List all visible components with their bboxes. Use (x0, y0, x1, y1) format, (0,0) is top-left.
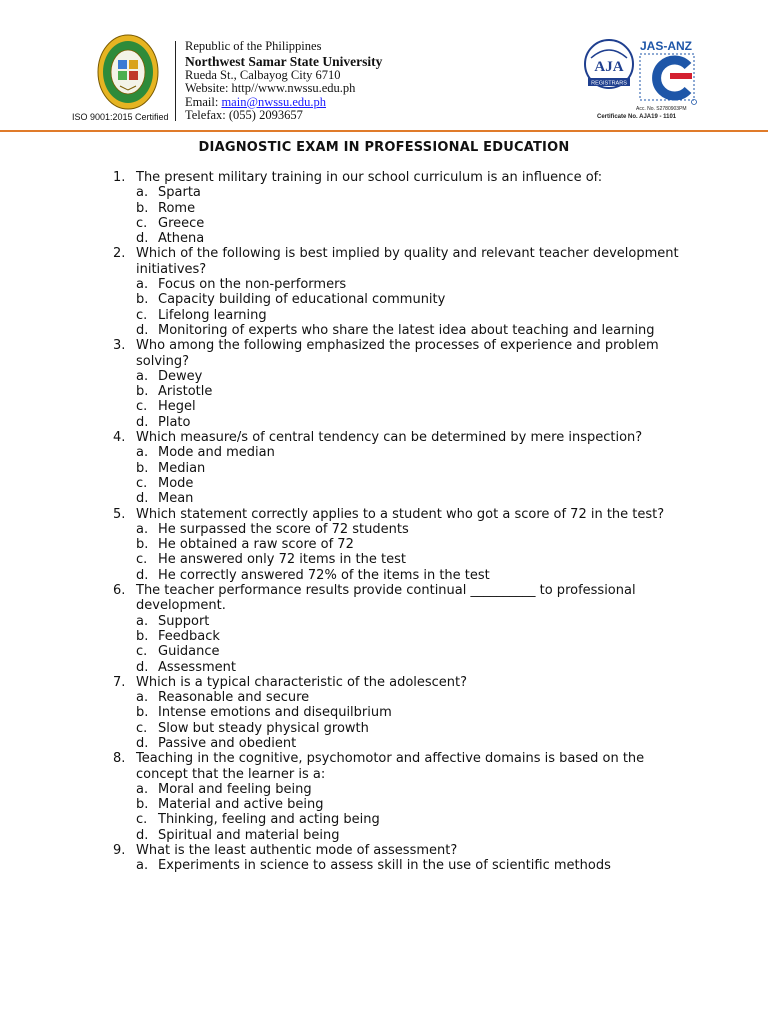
question-item (113, 583, 683, 614)
question-item (113, 170, 683, 185)
answer-option-row (113, 705, 683, 720)
question-number: 9. (113, 843, 126, 859)
answer-option (136, 629, 683, 644)
option-letter: d. (136, 491, 149, 507)
option-letter: b. (136, 628, 149, 644)
answer-option (136, 399, 683, 414)
option-letter: d. (136, 827, 149, 843)
answer-option (136, 308, 683, 323)
answer-option-row (113, 461, 683, 476)
answer-option (136, 690, 683, 705)
telefax-line: Telefax: (055) 2093657 (185, 108, 303, 122)
option-letter: b. (136, 537, 149, 553)
option-letter: a. (136, 781, 149, 797)
option-letter: c. (136, 475, 148, 491)
answer-option (136, 277, 683, 292)
answer-option (136, 782, 683, 797)
republic-line: Republic of the Philippines (185, 39, 322, 53)
university-address-block (185, 40, 382, 123)
answer-option (136, 736, 683, 751)
option-text: Athena (158, 231, 205, 247)
question-item (113, 507, 683, 522)
question-number: 3. (113, 338, 126, 354)
answer-option-row (113, 292, 683, 307)
question-number: 8. (113, 751, 126, 767)
answer-option-row (113, 858, 683, 873)
option-letter: d. (136, 567, 149, 583)
answer-option-row (113, 614, 683, 629)
answer-option (136, 812, 683, 827)
answer-option-row (113, 201, 683, 216)
question-number: 1. (113, 170, 126, 185)
option-letter: b. (136, 460, 149, 476)
option-text: Mode (158, 475, 194, 491)
option-text: Passive and obedient (158, 735, 297, 751)
option-text: Mean (158, 491, 194, 507)
answer-option (136, 522, 683, 537)
option-letter: d. (136, 414, 149, 430)
answer-option-row (113, 690, 683, 705)
answer-option-row (113, 399, 683, 414)
header-divider (175, 41, 176, 121)
question-item (113, 843, 683, 858)
option-letter: d. (136, 659, 149, 675)
answer-option (136, 721, 683, 736)
answer-option-row (113, 384, 683, 399)
answer-option (136, 660, 683, 675)
question-text: The present military training in our school curriculum is an influence of: (136, 170, 603, 185)
aja-logo-text: AJA (594, 59, 624, 75)
option-text: Capacity building of educational community (158, 292, 446, 308)
answer-option (136, 568, 683, 583)
option-text: He obtained a raw score of 72 (158, 537, 354, 553)
answer-option-row (113, 721, 683, 736)
question-number: 7. (113, 674, 126, 690)
question-text: What is the least authentic mode of assessment? (136, 843, 458, 859)
answer-option (136, 369, 683, 384)
answer-option (136, 201, 683, 216)
option-text: Experiments in science to assess skill in the use of scientific methods (158, 858, 611, 874)
email-link[interactable]: main@nwssu.edu.ph (221, 94, 327, 109)
answer-option (136, 537, 683, 552)
option-text: Median (158, 460, 206, 476)
question-text: Which statement correctly applies to a student who got a score of 72 in the test? (136, 506, 665, 522)
street-address: Rueda St., Calbayog City 6710 (185, 67, 341, 82)
question-number: 6. (113, 583, 126, 599)
answer-option (136, 858, 683, 873)
answer-option-row (113, 644, 683, 659)
option-letter: b. (136, 384, 149, 400)
question-text: Which measure/s of central tendency can be determined by mere inspection? (136, 430, 643, 446)
question-text: Who among the following emphasized the processes of experience and problem solving? (136, 338, 659, 369)
answer-option-row (113, 736, 683, 751)
question-text: Which of the following is best implied by quality and relevant teacher development initiatives? (136, 246, 679, 277)
iso-certification-label: ISO 9001:2015 Certified (72, 112, 169, 122)
answer-option-row (113, 782, 683, 797)
answer-option (136, 185, 683, 200)
answer-option (136, 292, 683, 307)
option-text: Slow but steady physical growth (158, 720, 369, 736)
option-letter: a. (136, 445, 149, 461)
email-label: Email: (185, 94, 222, 109)
answer-option-row (113, 568, 683, 583)
header-rule (0, 130, 768, 132)
option-text: Monitoring of experts who share the latest idea about teaching and learning (158, 322, 655, 338)
answer-option-row (113, 415, 683, 430)
certificate-number: Certificate No. AJA19 - 1101 (597, 114, 677, 120)
option-letter: c. (136, 215, 148, 231)
answer-option (136, 491, 683, 506)
university-name: Northwest Samar State University (185, 53, 383, 69)
question-text: The teacher performance results provide continual __________ to professional development. (136, 583, 636, 614)
option-text: Mode and median (158, 445, 275, 461)
option-text: Greece (158, 215, 205, 231)
letterhead (0, 0, 768, 132)
option-letter: c. (136, 644, 148, 660)
answer-option-row (113, 629, 683, 644)
answer-option-row (113, 828, 683, 843)
answer-option-row (113, 445, 683, 460)
question-item (113, 675, 683, 690)
answer-option-row (113, 660, 683, 675)
option-text: Rome (158, 200, 196, 216)
option-letter: a. (136, 277, 149, 293)
option-letter: d. (136, 322, 149, 338)
option-letter: b. (136, 292, 149, 308)
answer-option-row (113, 277, 683, 292)
option-text: He surpassed the score of 72 students (158, 521, 409, 537)
question-item (113, 338, 683, 369)
option-text: Aristotle (158, 384, 213, 400)
answer-option (136, 445, 683, 460)
option-text: Spiritual and material being (158, 827, 340, 843)
answer-option-row (113, 185, 683, 200)
answer-option-row (113, 369, 683, 384)
option-text: Assessment (158, 659, 236, 675)
option-text: Intense emotions and disequilbrium (158, 705, 392, 721)
answer-option (136, 461, 683, 476)
answer-option-row (113, 537, 683, 552)
question-list (113, 170, 683, 874)
aja-registrars-logo (583, 38, 635, 104)
website-line: Website: http//www.nwssu.edu.ph (185, 81, 356, 95)
question-number: 4. (113, 430, 126, 446)
answer-option (136, 644, 683, 659)
option-letter: a. (136, 690, 149, 706)
option-letter: c. (136, 399, 148, 415)
answer-option (136, 415, 683, 430)
option-text: Material and active being (158, 797, 324, 813)
answer-option (136, 323, 683, 338)
option-letter: a. (136, 613, 149, 629)
option-text: Plato (158, 414, 191, 430)
university-seal-logo (80, 32, 176, 112)
option-text: Moral and feeling being (158, 781, 312, 797)
answer-option-row (113, 231, 683, 246)
question-number: 2. (113, 246, 126, 262)
option-text: Dewey (158, 368, 203, 384)
option-letter: c. (136, 812, 148, 828)
answer-option-row (113, 552, 683, 567)
option-letter: d. (136, 231, 149, 247)
answer-option-row (113, 522, 683, 537)
option-text: Sparta (158, 185, 201, 201)
option-letter: b. (136, 705, 149, 721)
answer-option (136, 384, 683, 399)
option-letter: a. (136, 185, 149, 201)
option-letter: d. (136, 735, 149, 751)
option-text: Support (158, 613, 210, 629)
question-number: 5. (113, 506, 126, 522)
option-text: Feedback (158, 628, 220, 644)
answer-option-row (113, 476, 683, 491)
answer-option-row (113, 812, 683, 827)
question-item (113, 751, 683, 782)
option-letter: a. (136, 368, 149, 384)
answer-option (136, 552, 683, 567)
answer-option (136, 797, 683, 812)
jas-anz-text: JAS-ANZ (640, 39, 693, 53)
option-letter: a. (136, 521, 149, 537)
answer-option (136, 705, 683, 720)
option-letter: b. (136, 797, 149, 813)
answer-option (136, 614, 683, 629)
option-text: Lifelong learning (158, 307, 267, 323)
option-text: Guidance (158, 644, 220, 660)
option-text: He answered only 72 items in the test (158, 552, 406, 568)
option-letter: a. (136, 858, 149, 874)
question-text: Which is a typical characteristic of the adolescent? (136, 674, 468, 690)
question-item (113, 246, 683, 277)
answer-option (136, 828, 683, 843)
option-text: Thinking, feeling and acting being (158, 812, 380, 828)
answer-option (136, 231, 683, 246)
option-text: Reasonable and secure (158, 690, 310, 706)
aja-registrars-text: REGISTRARS (591, 80, 627, 87)
option-letter: b. (136, 200, 149, 216)
option-text: He correctly answered 72% of the items in the test (158, 567, 490, 583)
accreditation-number: Acc. No. S2780903PM (636, 106, 687, 112)
option-text: Focus on the non-performers (158, 277, 347, 293)
answer-option-row (113, 797, 683, 812)
option-letter: c. (136, 552, 148, 568)
answer-option-row (113, 323, 683, 338)
email-line (185, 96, 382, 110)
option-letter: c. (136, 307, 148, 323)
answer-option-row (113, 216, 683, 231)
exam-title: DIAGNOSTIC EXAM IN PROFESSIONAL EDUCATION (198, 140, 570, 155)
answer-option (136, 216, 683, 231)
question-text: Teaching in the cognitive, psychomotor and affective domains is based on the concept that the learner is a: (136, 751, 645, 782)
answer-option-row (113, 491, 683, 506)
answer-option (136, 476, 683, 491)
option-letter: c. (136, 720, 148, 736)
answer-option-row (113, 308, 683, 323)
option-text: Hegel (158, 399, 196, 415)
jas-anz-logo (636, 38, 706, 110)
question-item (113, 430, 683, 445)
